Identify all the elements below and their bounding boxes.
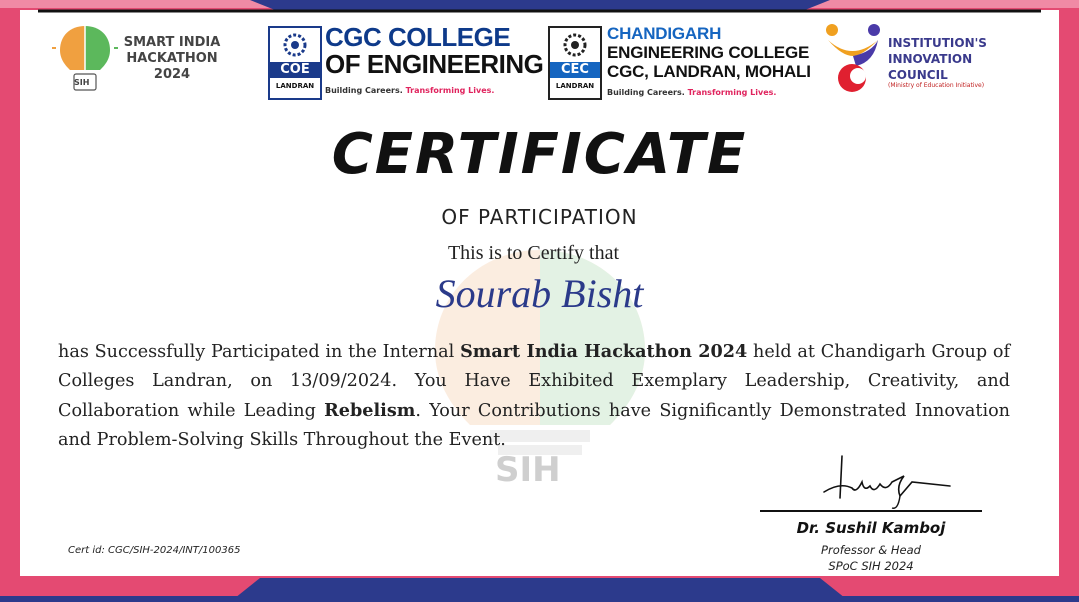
- coe-tagline-b: Transforming Lives.: [405, 86, 495, 95]
- body-part1: has Successfully Participated in the Internal: [58, 342, 461, 362]
- cec-line3: CGC, LANDRAN, MOHALI: [607, 62, 811, 81]
- coe-line1: CGC COLLEGE: [325, 22, 511, 52]
- iic-line2: INNOVATION: [888, 52, 973, 66]
- sih-watermark-text: SIH: [495, 450, 561, 490]
- signatory-role2: SPoC SIH 2024: [828, 559, 914, 573]
- gear-icon: [550, 30, 600, 60]
- sih-line3: 2024: [153, 67, 191, 82]
- cec-tagline: [607, 88, 776, 97]
- sih-logo-text: [122, 35, 222, 83]
- certificate-body: [58, 337, 1010, 455]
- gear-icon: [270, 30, 320, 60]
- iic-name: [888, 35, 987, 83]
- body-part3: . Your Contributions have Significantly Demonstrated Innovation and Problem-Solving Skills Throughout the Event.: [58, 401, 1010, 450]
- iic-subtitle: (Ministry of Education Initiative): [888, 82, 985, 89]
- iic-logo-icon: [822, 22, 884, 94]
- coe-badge: [268, 26, 322, 100]
- cec-tagline-b: Transforming Lives.: [687, 88, 777, 97]
- cec-line2: ENGINEERING COLLEGE: [607, 43, 810, 62]
- certificate-subtitle: OF PARTICIPATION: [441, 205, 638, 229]
- coe-tagline: [325, 86, 494, 95]
- team-name: Rebelism: [324, 400, 416, 421]
- certificate-intro: This is to Certify that: [447, 242, 620, 264]
- coe-badge-bottom: LANDRAN: [275, 82, 315, 90]
- certificate-title: CERTIFICATE: [331, 122, 748, 187]
- signatory-role1: Professor & Head: [821, 543, 921, 557]
- sih-line1: SMART INDIA: [123, 35, 221, 50]
- cec-badge-bottom: LANDRAN: [555, 82, 595, 90]
- iic-line1: INSTITUTION'S: [888, 36, 987, 50]
- signatory-name: Dr. Sushil Kamboj: [796, 519, 946, 537]
- coe-badge-top: COE: [270, 62, 320, 78]
- cec-badge-top: CEC: [550, 62, 600, 78]
- signature-line: [760, 510, 982, 512]
- event-name: Smart India Hackathon 2024: [460, 341, 748, 362]
- sih-line2: HACKATHON: [126, 51, 218, 66]
- coe-name: [325, 24, 543, 78]
- cec-badge: [548, 26, 602, 100]
- signature: [800, 452, 960, 512]
- recipient-name: Sourab Bisht: [435, 271, 644, 316]
- certificate-id: Cert id: CGC/SIH-2024/INT/100365: [68, 545, 241, 556]
- cec-line1: CHANDIGARH: [607, 24, 722, 43]
- coe-tagline-a: Building Careers.: [325, 86, 403, 95]
- sih-logo-badge: SIH: [74, 78, 90, 87]
- iic-line3: COUNCIL: [888, 68, 948, 82]
- body-part2: held at Chandigarh Group of Colleges Landran, on 13/09/2024. You Have Exhibited Exemplary Leadership, Creativity, and Collaboration while Leading: [58, 342, 1011, 421]
- coe-line2: OF ENGINEERING: [325, 49, 544, 79]
- cec-name: [607, 24, 811, 81]
- signatory-role: [760, 542, 982, 574]
- cec-tagline-a: Building Careers.: [607, 88, 685, 97]
